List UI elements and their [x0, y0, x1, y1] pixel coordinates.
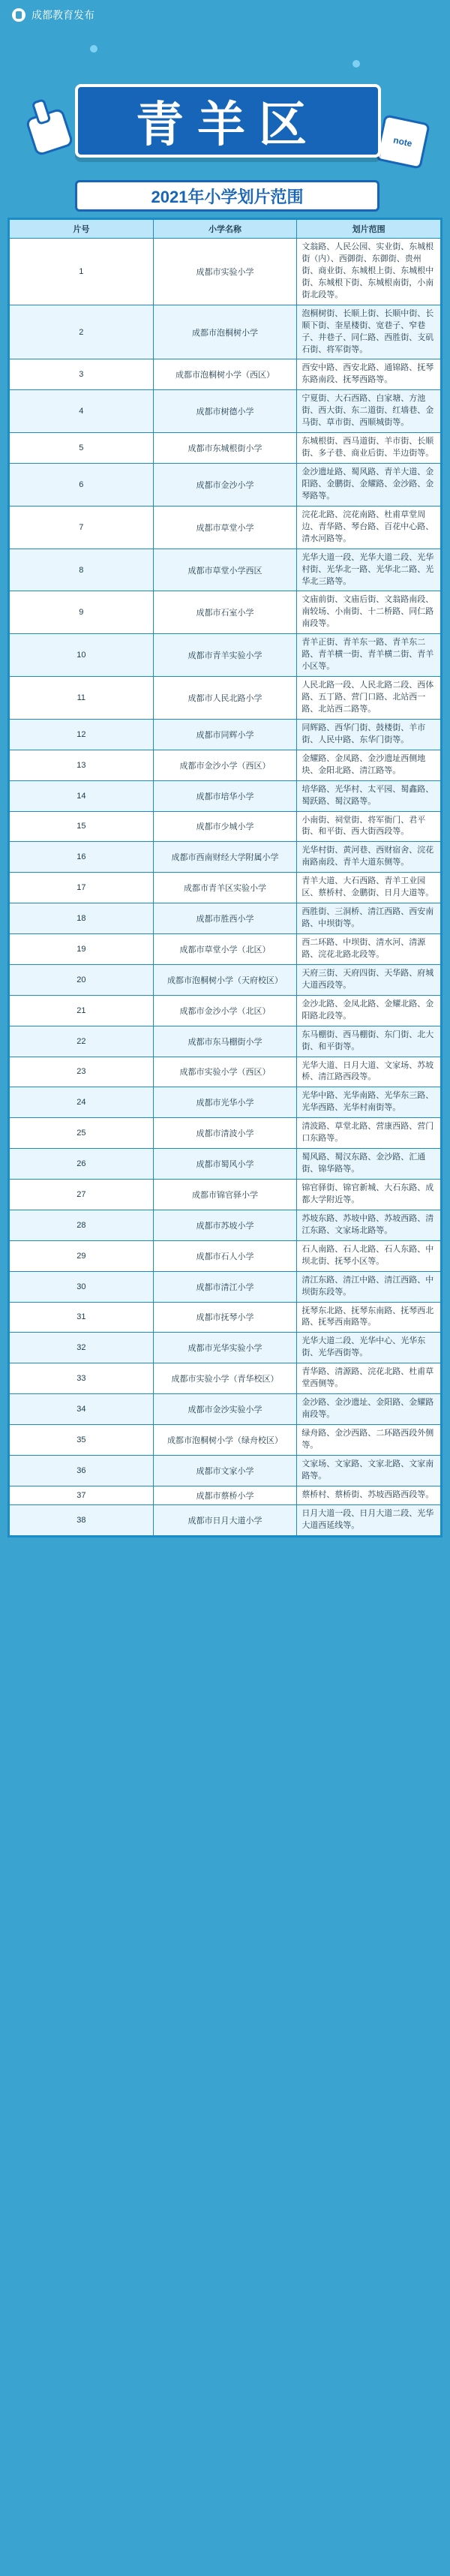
cell-school: 成都市抚琴小学	[153, 1302, 297, 1333]
cell-no: 21	[10, 995, 154, 1026]
cell-range: 光华大道一段、光华大道二段、光华村街、光华北一路、光华北二路、光华北三路等。	[297, 549, 441, 591]
cell-school: 成都市东马棚街小学	[153, 1026, 297, 1057]
cell-school: 成都市实验小学（西区）	[153, 1057, 297, 1087]
cell-range: 蜀风路、蜀汉东路、金沙路、汇通街、锦华路等。	[297, 1149, 441, 1180]
cell-no: 35	[10, 1425, 154, 1456]
cell-school: 成都市东城根街小学	[153, 433, 297, 464]
table-row	[10, 305, 441, 359]
header-school: 小学名称	[153, 220, 297, 239]
cell-school: 成都市金沙实验小学	[153, 1394, 297, 1425]
table-row	[10, 964, 441, 995]
cell-school: 成都市日月大道小学	[153, 1504, 297, 1535]
cell-no: 31	[10, 1302, 154, 1333]
cell-no: 32	[10, 1333, 154, 1363]
cell-school: 成都市西南财经大学附属小学	[153, 842, 297, 873]
table-row	[10, 903, 441, 934]
cell-school: 成都市金沙小学（西区）	[153, 750, 297, 780]
cell-range: 浣花北路、浣花南路、杜甫草堂周边、青华路、琴台路、百花中心路、清水河路等。	[297, 506, 441, 549]
cell-no: 6	[10, 464, 154, 506]
table-row	[10, 1486, 441, 1504]
cell-school: 成都市培华小学	[153, 780, 297, 811]
cell-range: 光华中路、光华南路、光华东三路、光华西路、光华村南街等。	[297, 1087, 441, 1118]
cell-no: 38	[10, 1504, 154, 1535]
cell-range: 文庙前街、文庙后街、文翁路南段、南较场、小南街、十二桥路、同仁路南段等。	[297, 591, 441, 634]
table-row	[10, 1455, 441, 1486]
cell-range: 石人南路、石人北路、石人东路、中坝北街、抚琴小区等。	[297, 1240, 441, 1271]
cell-range: 抚琴东北路、抚琴东南路、抚琴西北路、抚琴西南路等。	[297, 1302, 441, 1333]
table-row	[10, 1026, 441, 1057]
cell-range: 人民北路一段、人民北路二段、西体路、五丁路、营门口路、北站西一路、北站西二路等。	[297, 677, 441, 720]
cell-no: 11	[10, 677, 154, 720]
header-no: 片号	[10, 220, 154, 239]
table-row	[10, 464, 441, 506]
brand-logo-icon	[12, 8, 26, 22]
cell-no: 24	[10, 1087, 154, 1118]
table-row	[10, 750, 441, 780]
district-title: 青羊区	[75, 84, 381, 158]
cell-range: 西二环路、中坝街、清水河、清源路、浣花北路北段等。	[297, 934, 441, 965]
cell-no: 10	[10, 634, 154, 677]
zoning-table-wrapper	[8, 218, 442, 1537]
cell-school: 成都市胜西小学	[153, 903, 297, 934]
cell-range: 金耀路、金凤路、金沙遗址西侧地块、金阳北路、清江路等。	[297, 750, 441, 780]
cell-no: 17	[10, 873, 154, 903]
cell-no: 23	[10, 1057, 154, 1087]
table-row	[10, 873, 441, 903]
cell-no: 13	[10, 750, 154, 780]
cell-no: 29	[10, 1240, 154, 1271]
table-row	[10, 1087, 441, 1118]
table-row	[10, 677, 441, 720]
cell-range: 天府三街、天府四街、天华路、府城大道西段等。	[297, 964, 441, 995]
cell-range: 金沙北路、金凤北路、金耀北路、金阳路北段等。	[297, 995, 441, 1026]
cell-school: 成都市同辉小学	[153, 719, 297, 750]
hero-banner	[0, 30, 450, 218]
cell-no: 22	[10, 1026, 154, 1057]
cell-no: 36	[10, 1455, 154, 1486]
cell-range: 绿舟路、金沙西路、二环路西段外侧等。	[297, 1425, 441, 1456]
cell-school: 成都市泡桐树小学（绿舟校区）	[153, 1425, 297, 1456]
cell-range: 锦官驿街、锦官新城、大石东路、成都大学附近等。	[297, 1180, 441, 1210]
cell-no: 1	[10, 239, 154, 305]
cell-no: 14	[10, 780, 154, 811]
cell-school: 成都市青羊区实验小学	[153, 873, 297, 903]
cell-school: 成都市清波小学	[153, 1118, 297, 1149]
brand-label: 成都教育发布	[32, 9, 94, 21]
decor-dot	[90, 45, 98, 53]
cell-range: 同辉路、西华门街、鼓楼街、羊市街、人民中路、东华门街等。	[297, 719, 441, 750]
table-row	[10, 239, 441, 305]
cell-range: 小南街、祠堂街、将军衙门、君平街、和平街、西大街西段等。	[297, 811, 441, 842]
subtitle-bar: 2021年小学划片范围	[75, 180, 380, 212]
cell-school: 成都市泡桐树小学	[153, 305, 297, 359]
cell-range: 文家场、文家路、文家北路、文家南路等。	[297, 1455, 441, 1486]
cell-school: 成都市金沙小学（北区）	[153, 995, 297, 1026]
cell-no: 5	[10, 433, 154, 464]
cell-range: 宁夏街、大石西路、白家塘、方池街、西大街、东二道街、红墙巷、金马街、草市街、西顺城街等。	[297, 390, 441, 433]
cell-school: 成都市草堂小学	[153, 506, 297, 549]
cell-no: 12	[10, 719, 154, 750]
note-icon: note	[375, 114, 430, 170]
cell-range: 光华大道、日月大道、文家场、苏坡桥、清江路西段等。	[297, 1057, 441, 1087]
cell-range: 青羊正街、青羊东一路、青羊东二路、青羊横一街、青羊横二街、青羊小区等。	[297, 634, 441, 677]
cell-range: 金沙路、金沙遗址、金阳路、金耀路南段等。	[297, 1394, 441, 1425]
cell-range: 青羊大道、大石西路、青羊工业园区、蔡桥村、金鹏街、日月大道等。	[297, 873, 441, 903]
header-range: 划片范围	[297, 220, 441, 239]
table-row	[10, 359, 441, 390]
cell-range: 东城根街、西马道街、羊市街、长顺街、多子巷、商业后街、半边街等。	[297, 433, 441, 464]
cell-range: 清江东路、清江中路、清江西路、中坝街东段等。	[297, 1271, 441, 1302]
cell-range: 东马棚街、西马棚街、东门街、北大街、和平街等。	[297, 1026, 441, 1057]
cell-no: 8	[10, 549, 154, 591]
cell-no: 4	[10, 390, 154, 433]
cell-no: 37	[10, 1486, 154, 1504]
table-row	[10, 1271, 441, 1302]
cell-range: 日月大道一段、日月大道二段、光华大道西延线等。	[297, 1504, 441, 1535]
cell-no: 7	[10, 506, 154, 549]
cell-no: 16	[10, 842, 154, 873]
cell-school: 成都市少城小学	[153, 811, 297, 842]
cell-no: 34	[10, 1394, 154, 1425]
cell-school: 成都市青羊实验小学	[153, 634, 297, 677]
cell-school: 成都市光华小学	[153, 1087, 297, 1118]
cell-school: 成都市蔡桥小学	[153, 1486, 297, 1504]
cell-school: 成都市草堂小学西区	[153, 549, 297, 591]
table-row	[10, 934, 441, 965]
table-row	[10, 1333, 441, 1363]
cell-school: 成都市蜀风小学	[153, 1149, 297, 1180]
cell-school: 成都市石人小学	[153, 1240, 297, 1271]
cell-school: 成都市泡桐树小学（天府校区）	[153, 964, 297, 995]
table-row	[10, 1302, 441, 1333]
cell-range: 青华路、清源路、浣花北路、杜甫草堂西侧等。	[297, 1363, 441, 1394]
table-row	[10, 719, 441, 750]
table-row	[10, 1057, 441, 1087]
cell-range: 金沙遗址路、蜀风路、青羊大道、金阳路、金鹏街、金耀路、金沙路、金琴路等。	[297, 464, 441, 506]
table-row	[10, 1504, 441, 1535]
cell-no: 25	[10, 1118, 154, 1149]
top-bar	[0, 0, 450, 30]
cell-range: 光华村街、黄河巷、西财宿舍、浣花南路南段、青羊大道东侧等。	[297, 842, 441, 873]
table-row	[10, 780, 441, 811]
cell-school: 成都市实验小学（青华校区）	[153, 1363, 297, 1394]
table-row	[10, 1240, 441, 1271]
table-row	[10, 811, 441, 842]
table-row	[10, 390, 441, 433]
cell-no: 20	[10, 964, 154, 995]
cell-range: 西胜街、三洞桥、清江西路、西安南路、中坝街等。	[297, 903, 441, 934]
cell-range: 泡桐树街、长顺上街、长顺中街、长顺下街、奎星楼街、宽巷子、窄巷子、井巷子、同仁路、西胜街、支矶石街、将军街等。	[297, 305, 441, 359]
cell-no: 15	[10, 811, 154, 842]
cell-no: 26	[10, 1149, 154, 1180]
cell-school: 成都市金沙小学	[153, 464, 297, 506]
cell-school: 成都市实验小学	[153, 239, 297, 305]
table-row	[10, 1425, 441, 1456]
cell-school: 成都市文家小学	[153, 1455, 297, 1486]
table-row	[10, 1363, 441, 1394]
table-row	[10, 1149, 441, 1180]
table-row	[10, 634, 441, 677]
cell-no: 30	[10, 1271, 154, 1302]
table-header-row	[10, 220, 441, 239]
cell-school: 成都市人民北路小学	[153, 677, 297, 720]
hand-icon	[25, 107, 74, 157]
table-row	[10, 506, 441, 549]
table-row	[10, 549, 441, 591]
table-row	[10, 1394, 441, 1425]
cell-no: 3	[10, 359, 154, 390]
table-row	[10, 591, 441, 634]
cell-no: 19	[10, 934, 154, 965]
table-row	[10, 842, 441, 873]
cell-no: 18	[10, 903, 154, 934]
table-row	[10, 1118, 441, 1149]
table-row	[10, 1210, 441, 1240]
decor-dot	[352, 60, 360, 68]
cell-range: 光华大道二段、光华中心、光华东街、光华西街等。	[297, 1333, 441, 1363]
cell-no: 9	[10, 591, 154, 634]
cell-no: 27	[10, 1180, 154, 1210]
cell-school: 成都市清江小学	[153, 1271, 297, 1302]
cell-range: 培华路、光华村、太平园、蜀鑫路、蜀跃路、蜀汉路等。	[297, 780, 441, 811]
cell-range: 清波路、草堂北路、营康西路、营门口东路等。	[297, 1118, 441, 1149]
cell-no: 33	[10, 1363, 154, 1394]
cell-range: 苏坡东路、苏坡中路、苏坡西路、清江东路、文家场北路等。	[297, 1210, 441, 1240]
cell-range: 西安中路、西安北路、通锦路、抚琴东路南段、抚琴西路等。	[297, 359, 441, 390]
cell-school: 成都市树德小学	[153, 390, 297, 433]
cell-school: 成都市苏坡小学	[153, 1210, 297, 1240]
cell-range: 蔡桥村、蔡桥街、苏坡西路西段等。	[297, 1486, 441, 1504]
table-row	[10, 1180, 441, 1210]
cell-school: 成都市光华实验小学	[153, 1333, 297, 1363]
zoning-table	[9, 219, 441, 1536]
table-row	[10, 995, 441, 1026]
cell-school: 成都市石室小学	[153, 591, 297, 634]
cell-no: 28	[10, 1210, 154, 1240]
cell-no: 2	[10, 305, 154, 359]
cell-school: 成都市锦官驿小学	[153, 1180, 297, 1210]
cell-school: 成都市草堂小学（北区）	[153, 934, 297, 965]
table-row	[10, 433, 441, 464]
cell-school: 成都市泡桐树小学（西区）	[153, 359, 297, 390]
cell-range: 文翁路、人民公园、实业街、东城根街（内）、西御街、东御街、贵州街、商业街、东城根上街、东城根中街、东城根下街、东城根南街，小南街北段等。	[297, 239, 441, 305]
